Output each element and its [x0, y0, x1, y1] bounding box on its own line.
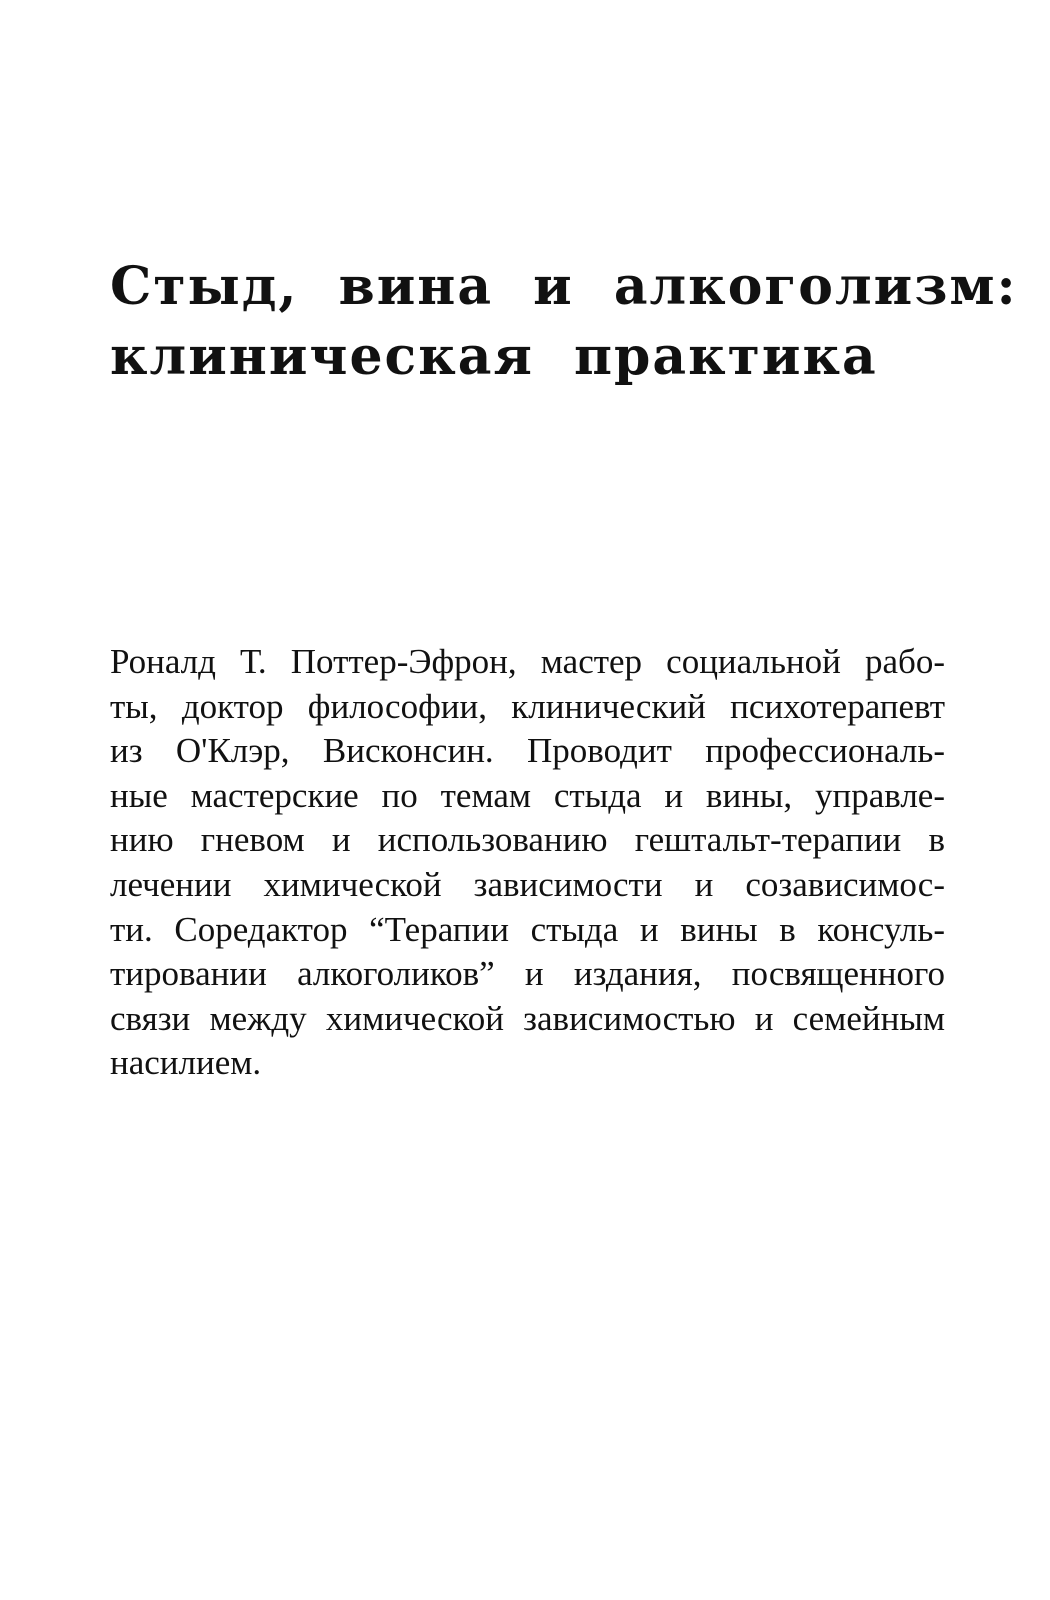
book-title-line: Стыд, вина и алкоголизм:	[110, 256, 1018, 317]
bio-line: ные мастерские по темам стыда и вины, управле-	[110, 775, 945, 815]
bio-line: ти. Соредактор “Терапии стыда и вины в консуль-	[110, 909, 945, 949]
bio-line: связи между химической зависимостью и семейным	[110, 998, 945, 1038]
bio-line: тировании алкоголиков” и издания, посвященного	[110, 954, 945, 994]
author-bio	[110, 640, 945, 1086]
bio-line: Роналд Т. Поттер-Эфрон, мастер социальной рабо-	[110, 642, 945, 681]
bio-line: нию гневом и использованию гештальт-терапии в	[110, 820, 945, 860]
book-title	[110, 252, 1018, 392]
bio-line: насилием.	[110, 1043, 262, 1083]
bio-line: из О'Клэр, Висконсин. Проводит профессиональ-	[110, 731, 945, 771]
bio-line: ты, доктор философии, клинический психотерапевт	[110, 686, 945, 726]
book-title-line: клиническая практика	[110, 326, 878, 387]
bio-line: лечении химической зависимости и созависимос-	[110, 864, 945, 904]
